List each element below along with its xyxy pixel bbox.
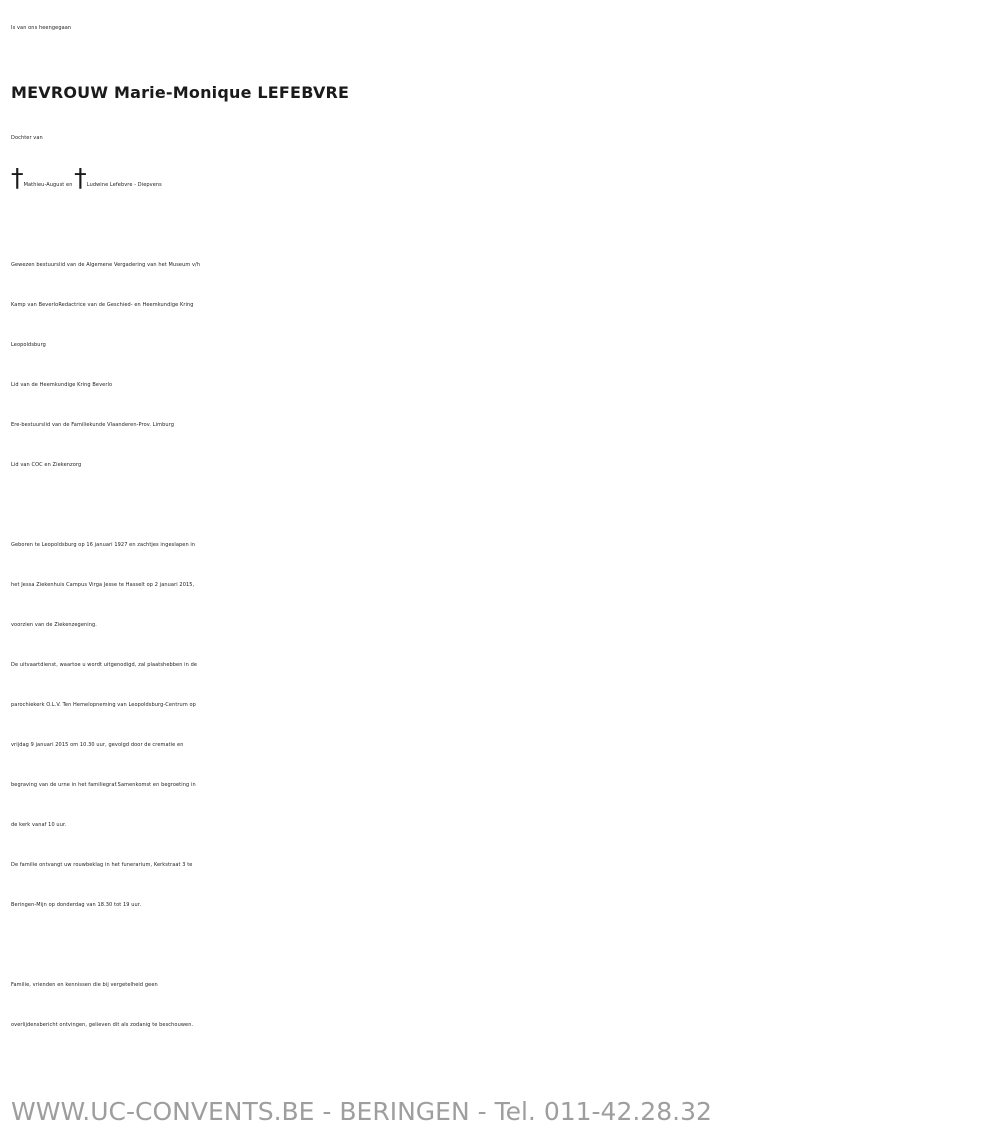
closing-line: Familie, vrienden en kennissen die bij vergetelheid geen: [11, 982, 158, 988]
deceased-name: MEVROUW Marie-Monique LEFEBVRE: [11, 83, 350, 102]
cross-icon: †: [74, 163, 87, 192]
function-line: Leopoldsburg: [11, 342, 46, 348]
detail-line: vrijdag 9 januari 2015 om 10.30 uur, gevolgd door de crematie en: [11, 742, 184, 748]
detail-line: Geboren te Leopoldsburg op 16 januari 1927 en zachtjes ingeslapen in: [11, 542, 196, 548]
function-line: Lid van de Heemkundige Kring Beverlo: [11, 382, 113, 388]
detail-line: voorzien van de Ziekenzegening.: [11, 622, 97, 628]
detail-line: begraving van de urne in het familiegraf.Samenkomst en begroeting in: [11, 782, 196, 788]
father-name: Mathieu-August: [23, 182, 65, 188]
mother-name: Ludwine Lefebvre - Diepvens: [86, 182, 162, 188]
functions-block: [11, 245, 1000, 485]
detail-line: de kerk vanaf 10 uur.: [11, 822, 67, 828]
spacer: [11, 205, 1000, 245]
detail-line: De uitvaartdienst, waartoe u wordt uitgenodigd, zal plaatshebben in de: [11, 662, 198, 668]
function-line: Kamp van BeverloRedactrice van de Geschied- en Heemkundige Kring: [11, 302, 194, 308]
closing-block: [11, 965, 1000, 1045]
detail-line: parochiekerk O.L.V. Ten Hemelopneming van Leopoldsburg-Centrum op: [11, 702, 196, 708]
intro-text: Is van ons heengegaan: [11, 25, 72, 31]
function-line: Gewezen bestuurslid van de Algemene Vergadering van het Museum v/h: [11, 262, 201, 268]
closing-line: overlijdensbericht ontvingen, gelieven dit als zodanig te beschouwen.: [11, 1022, 194, 1028]
daughter-of-label: Dochter van: [11, 135, 43, 141]
detail-line: het Jessa Ziekenhuis Campus Virga Jesse te Hasselt op 2 januari 2015,: [11, 582, 195, 588]
function-line: Lid van COC en Ziekenzorg: [11, 462, 82, 468]
parents-connector: en: [64, 182, 75, 188]
cross-icon: †: [11, 163, 24, 192]
parents-line: [11, 158, 1000, 205]
spacer: [11, 485, 1000, 525]
footer-contact: WWW.UC-CONVENTS.BE - BERINGEN - Tel. 011-42.28.32: [11, 1097, 712, 1126]
detail-line: Beringen-Mijn op donderdag van 18.30 tot 19 uur.: [11, 902, 142, 908]
spacer: [11, 925, 1000, 965]
detail-line: De familie ontvangt uw rouwbeklag in het funerarium, Kerkstraat 3 te: [11, 862, 193, 868]
details-block: [11, 525, 1000, 925]
function-line: Ere-bestuurslid van de Familiekunde Vlaanderen-Prov. Limburg: [11, 422, 175, 428]
